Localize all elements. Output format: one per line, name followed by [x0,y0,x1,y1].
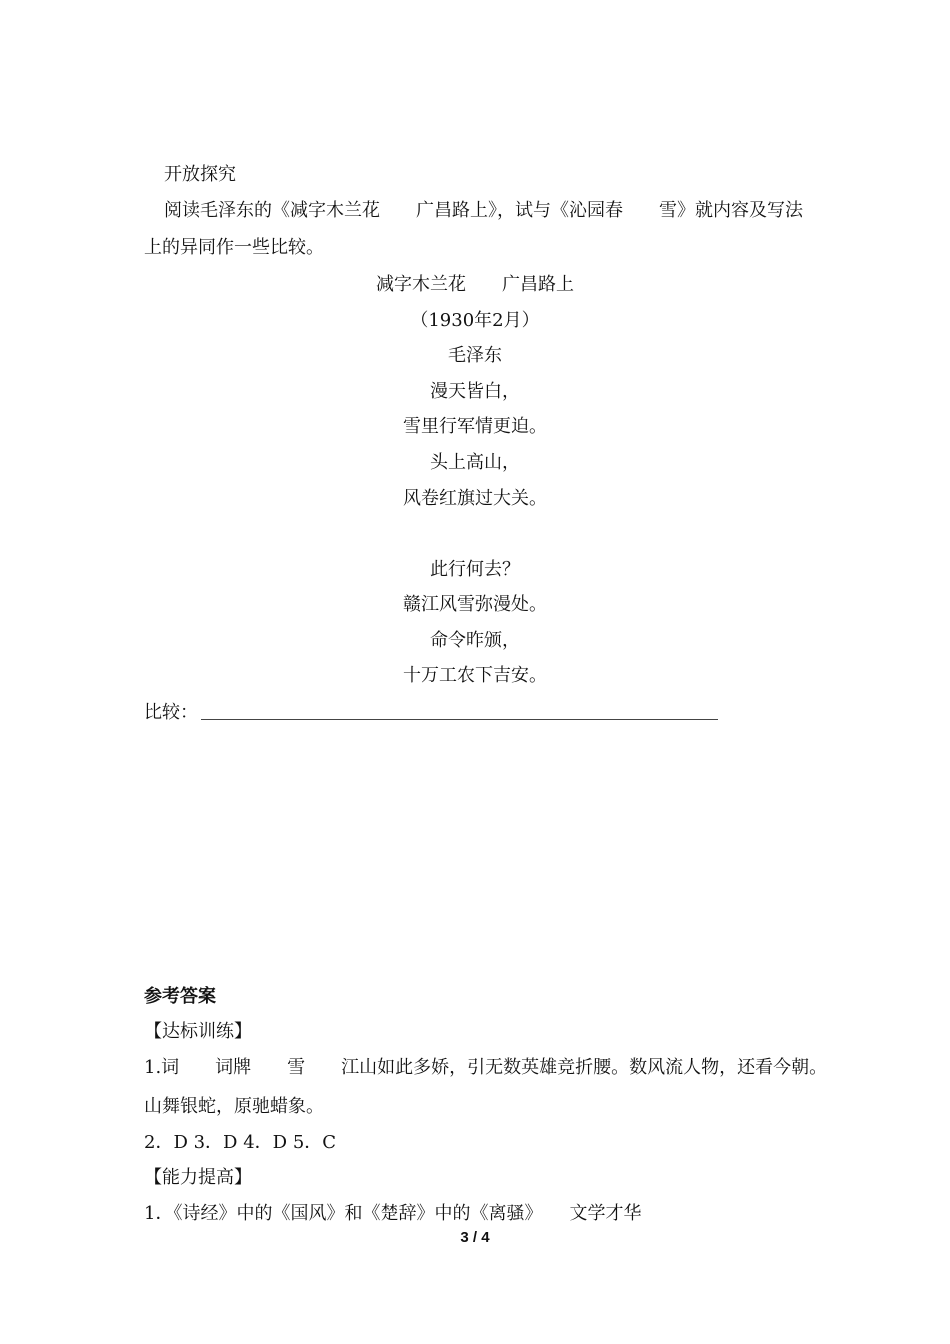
compare-answer-blank[interactable] [201,719,718,720]
section-label-improve: 【能力提高】 [144,1167,252,1188]
answer-item-1-line-1: 1.词 词牌 雪 江山如此多娇，引无数英雄竞折腰。数风流人物，还看今朝。 [144,1057,828,1078]
poem-line: 此行何去？ [430,559,520,580]
page-number: 3 / 4 [460,1229,490,1246]
poem-line: 命令昨颁， [430,630,520,651]
poem-line: 雪里行军情更迫。 [403,416,547,437]
answers-heading: 参考答案 [144,986,216,1007]
question-line-2: 上的异同作一些比较。 [144,237,324,258]
poem-line: 十万工农下吉安。 [403,665,547,686]
section-title: 开放探究 [164,164,236,185]
section-label-practice: 【达标训练】 [144,1021,252,1042]
question-line-1: 阅读毛泽东的《减字木兰花 广昌路上》，试与《沁园春 雪》就内容及写法 [164,200,803,221]
poem-title: 减字木兰花 广昌路上 [376,274,574,295]
compare-label: 比较： [144,702,198,723]
poem-line: 风卷红旗过大关。 [403,488,547,509]
answer-item-1-line-2: 山舞银蛇，原驰蜡象。 [144,1096,324,1117]
poem-date: （1930年2月） [410,310,540,331]
answer-item-3: 1．《诗经》中的《国风》和《楚辞》中的《离骚》 文学才华 [144,1203,642,1224]
poem-line: 漫天皆白， [430,381,520,402]
poem-line: 赣江风雪弥漫处。 [403,594,547,615]
poem-author: 毛泽东 [448,345,502,366]
poem-line: 头上高山， [430,452,520,473]
answer-item-2: 2．D 3．D 4．D 5．C [144,1132,337,1153]
